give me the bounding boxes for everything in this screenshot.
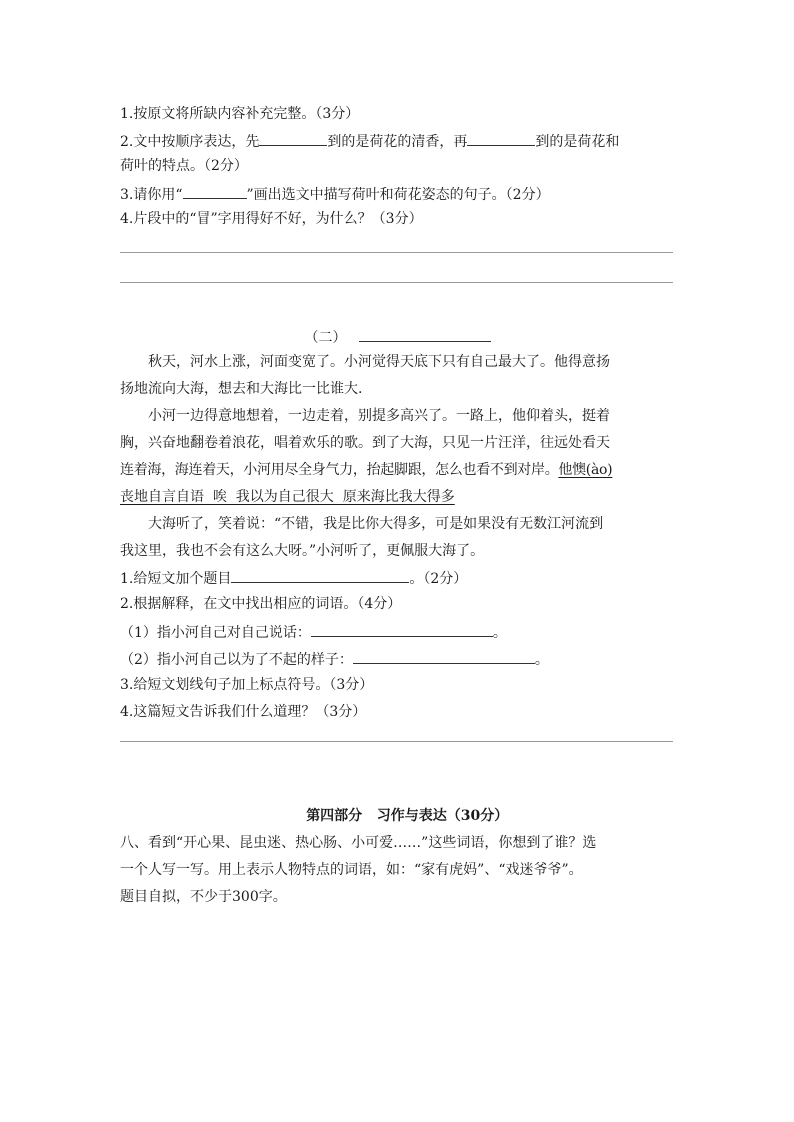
- text: 大海听了，笑着说：“不错，我是比你大得多，可是如果没有无数江河流到: [148, 516, 604, 532]
- question-2-text-b: 到的是荷花的清香，再: [327, 134, 468, 150]
- passage-para-2-line-4: [120, 488, 675, 506]
- p2-question-3: [120, 676, 675, 694]
- passage-para-2-line-3: [120, 461, 675, 479]
- p2-question-4: [120, 703, 675, 721]
- text: 连着海，海连着天，小河用尽全身气力，抬起脚跟，怎么也看不到对岸。: [120, 462, 559, 478]
- underlined-sentence: 丧地自言自语 唉 我以为自己很大 原来海比我大得多: [120, 489, 455, 505]
- passage-para-2-line-1: [148, 407, 703, 425]
- p2-question-2-2: [120, 649, 675, 669]
- passage-para-1-line-2: [120, 380, 675, 398]
- text: 我这里，我也不会有这么大呀。”小河听了，更佩服大海了。: [120, 543, 485, 559]
- underlined-sentence-start: 他懊(ào): [558, 462, 613, 478]
- answer-blank-2[interactable]: [467, 131, 535, 146]
- text: 秋天，河水上涨，河面变宽了。小河觉得天底下只有自己最大了。他得意扬: [148, 354, 610, 370]
- text: 1.给短文加个题目: [120, 571, 232, 587]
- passage-2-heading: [120, 327, 675, 347]
- answer-line-1[interactable]: [120, 252, 673, 253]
- title-blank[interactable]: [359, 327, 491, 342]
- answer-blank-1[interactable]: [259, 131, 327, 146]
- passage-2-heading-text: （二）: [304, 330, 347, 346]
- question-2-text-d: 荷叶的特点。（2分）: [120, 158, 248, 174]
- question-1: [120, 105, 675, 123]
- p2-question-1: [120, 568, 675, 588]
- text: 胸，兴奋地翻卷着浪花，唱着欢乐的歌。到了大海，只见一片汪洋，往远处看天: [120, 435, 610, 451]
- word-answer-blank-1[interactable]: [311, 622, 493, 637]
- text: 。: [534, 652, 549, 668]
- question-4-text: 4.片段中的“冒”字用得好不好，为什么？（3分）: [120, 211, 423, 227]
- answer-line-2[interactable]: [120, 282, 673, 283]
- passage-para-3-line-1: [148, 515, 703, 533]
- answer-line-3[interactable]: [120, 741, 673, 742]
- text: 扬地流向大海，想去和大海比一比谁大.: [120, 381, 363, 397]
- question-4: [120, 210, 675, 228]
- passage-para-1-line-1: [148, 353, 703, 371]
- title-answer-blank[interactable]: [231, 568, 409, 583]
- question-3-text-b: ”画出选文中描写荷叶和荷花姿态的句子。（2分）: [246, 187, 550, 203]
- writing-prompt-line-1: [120, 834, 675, 852]
- question-1-text: 1.按原文将所缺内容补充完整。（3分）: [120, 106, 360, 122]
- text: 一个人写一写。用上表示人物特点的词语，如：“家有虎妈”、“戏迷爷爷”。: [120, 862, 583, 878]
- text: 。: [492, 625, 507, 641]
- text: （1）指小河自己对自己说话：: [120, 625, 311, 641]
- text: 4.这篇短文告诉我们什么道理？（3分）: [120, 704, 367, 720]
- question-3: [120, 184, 675, 204]
- text: 3.给短文划线句子加上标点符号。（3分）: [120, 677, 374, 693]
- passage-para-2-line-2: [120, 434, 675, 452]
- section-title-text: 第四部分 习作与表达（30分）: [306, 808, 509, 824]
- question-3-text-a: 3.请你用“: [120, 187, 183, 203]
- text: 小河一边得意地想着，一边走着，别提多高兴了。一路上，他仰着头，挺着: [148, 408, 610, 424]
- word-answer-blank-2[interactable]: [353, 649, 535, 664]
- passage-para-3-line-2: [120, 542, 675, 560]
- text: 八、看到“开心果、昆虫迷、热心肠、小可爱……”这些词语，你想到了谁？选: [120, 835, 597, 851]
- question-2: [120, 131, 675, 151]
- text: 题目自拟，不少于300字。: [120, 889, 287, 905]
- question-2-text-c: 到的是荷花和: [535, 134, 620, 150]
- text: 2.根据解释，在文中找出相应的词语。（4分）: [120, 596, 402, 612]
- text: （2）指小河自己以为了不起的样子：: [120, 652, 353, 668]
- question-2-text-a: 2.文中按顺序表达，先: [120, 134, 260, 150]
- writing-prompt-line-2: [120, 861, 675, 879]
- writing-prompt-line-3: [120, 888, 675, 906]
- p2-question-2: [120, 595, 675, 613]
- text: 。（2分）: [409, 571, 468, 587]
- question-2-continued: [120, 157, 675, 175]
- underline-sample: [183, 184, 247, 199]
- p2-question-2-1: [120, 622, 675, 642]
